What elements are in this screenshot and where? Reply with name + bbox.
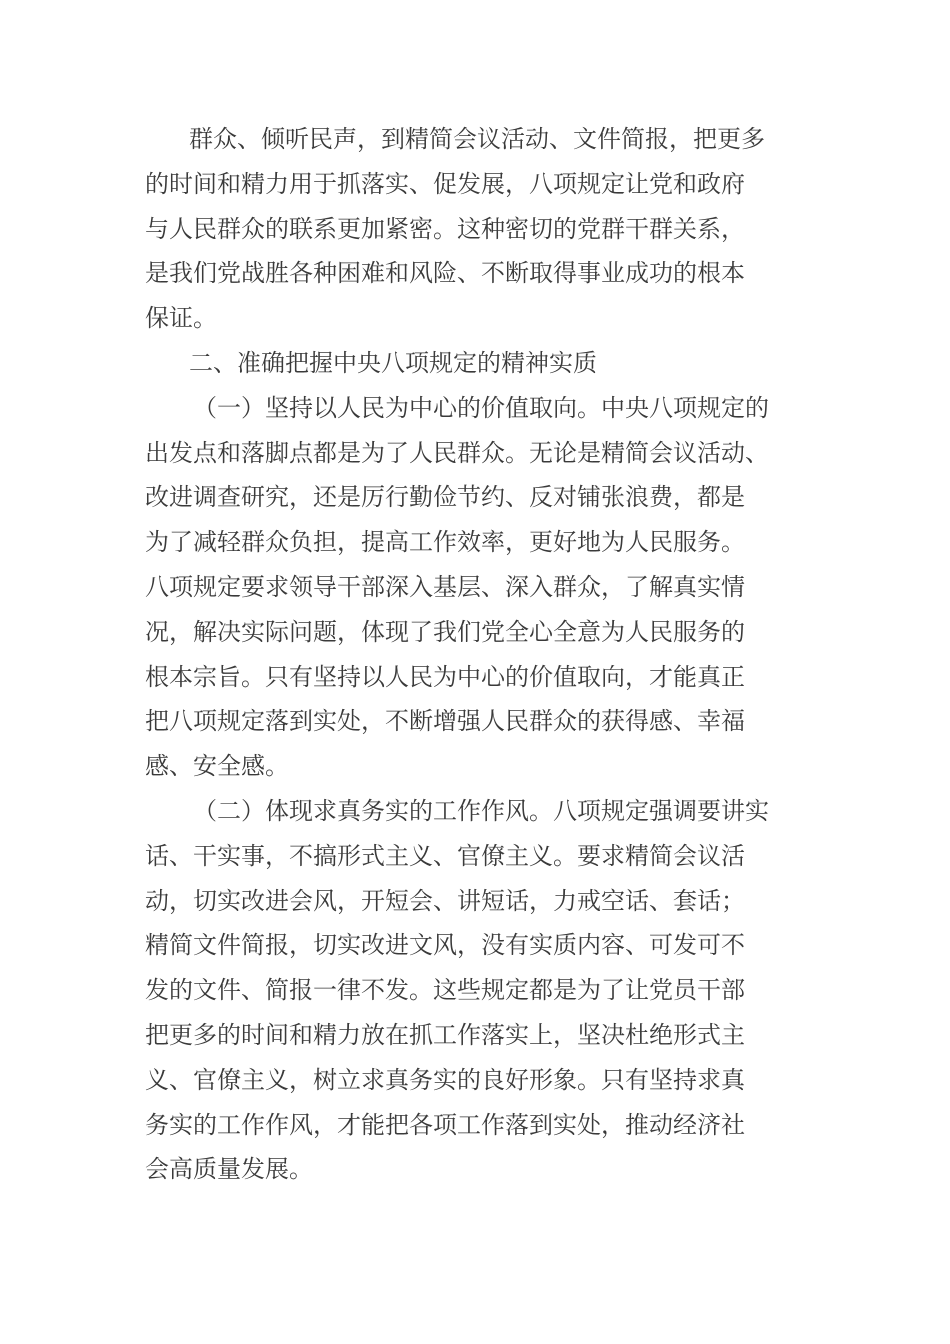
paragraph-line: 把八项规定落到实处，不断增强人民群众的获得感、幸福	[145, 707, 745, 736]
subsection-heading-line: （一）坚持以人民为中心的价值取向。中央八项规定的	[193, 393, 769, 422]
paragraph-line: 改进调查研究，还是厉行勤俭节约、反对铺张浪费，都是	[145, 483, 745, 512]
paragraph-continuation-line: 群众、倾听民声，到精简会议活动、文件简报，把更多	[189, 125, 765, 153]
paragraph-line: 的时间和精力用于抓落实、促发展，八项规定让党和政府	[145, 169, 745, 198]
paragraph-line: 根本宗旨。只有坚持以人民为中心的价值取向，才能真正	[145, 662, 745, 691]
paragraph-line: 务实的工作作风，才能把各项工作落到实处，推动经济社	[145, 1110, 745, 1139]
paragraph-line: 义、官僚主义，树立求真务实的良好形象。只有坚持求真	[145, 1065, 745, 1094]
section-heading: 二、准确把握中央八项规定的精神实质	[189, 348, 597, 377]
paragraph-line: 出发点和落脚点都是为了人民群众。无论是精简会议活动、	[145, 438, 769, 467]
paragraph-line: 八项规定要求领导干部深入基层、深入群众，了解真实情	[145, 572, 745, 601]
paragraph-line: 发的文件、简报一律不发。这些规定都是为了让党员干部	[145, 976, 745, 1005]
paragraph-line: 为了减轻群众负担，提高工作效率，更好地为人民服务。	[145, 528, 745, 557]
paragraph-line: 况，解决实际问题，体现了我们党全心全意为人民服务的	[145, 617, 745, 646]
paragraph-line: 动，切实改进会风，开短会、讲短话，力戒空话、套话；	[145, 886, 745, 915]
paragraph-line: 话、干实事，不搞形式主义、官僚主义。要求精简会议活	[145, 841, 745, 870]
subsection-heading-line: （二）体现求真务实的工作作风。八项规定强调要讲实	[193, 796, 769, 825]
paragraph-line: 保证。	[145, 304, 217, 333]
document-page	[145, 117, 805, 1192]
paragraph-line: 会高质量发展。	[145, 1155, 313, 1184]
paragraph-line: 把更多的时间和精力放在抓工作落实上，坚决杜绝形式主	[145, 1020, 745, 1049]
paragraph-line: 感、安全感。	[145, 752, 289, 781]
paragraph-line: 精简文件简报，切实改进文风，没有实质内容、可发可不	[145, 931, 745, 960]
paragraph-line: 是我们党战胜各种困难和风险、不断取得事业成功的根本	[145, 259, 745, 288]
paragraph-line: 与人民群众的联系更加紧密。这种密切的党群干群关系，	[145, 214, 745, 243]
